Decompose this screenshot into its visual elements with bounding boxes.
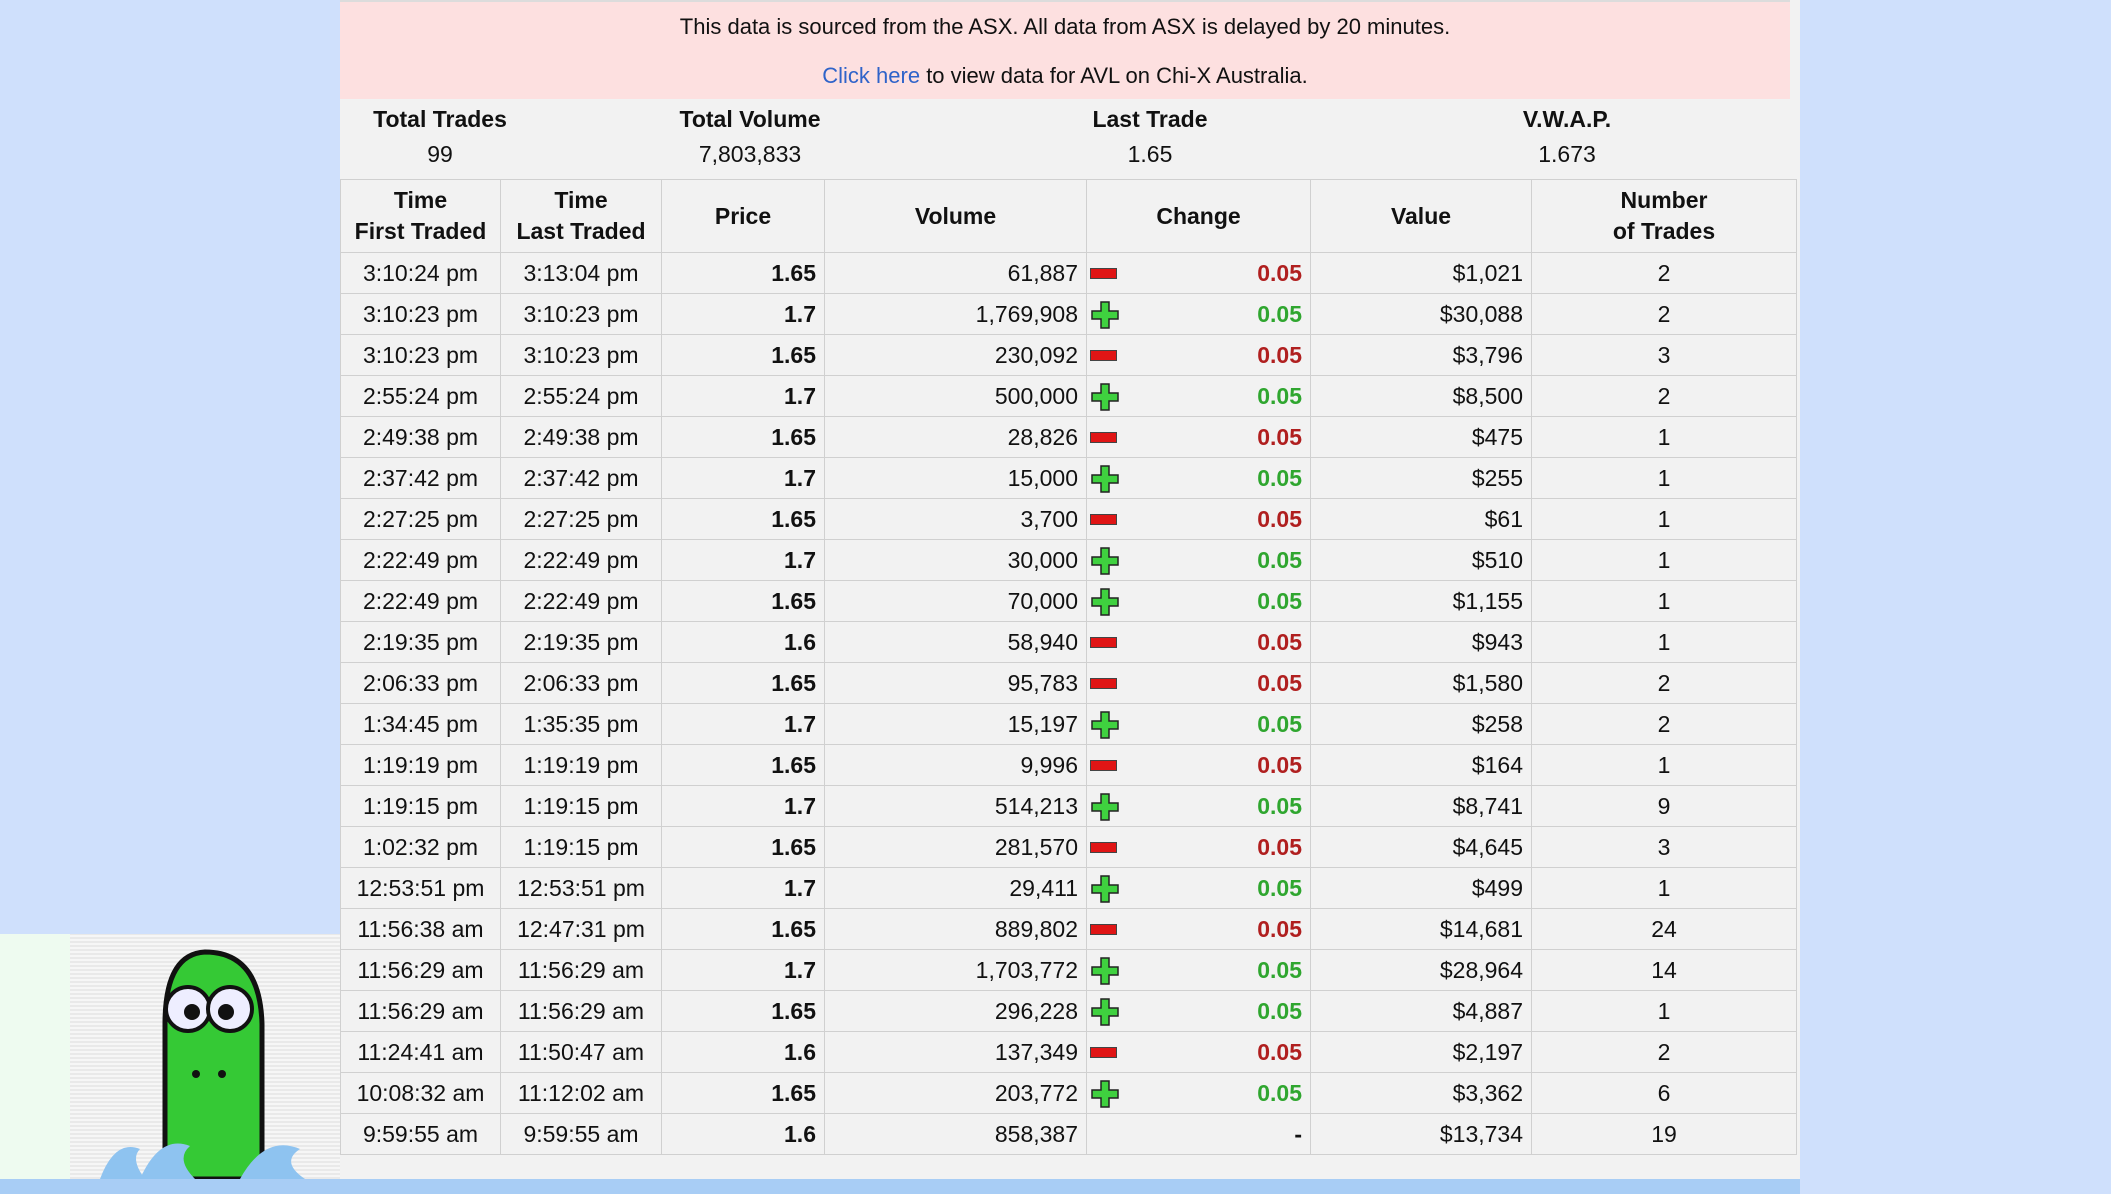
change-value: 0.05	[1257, 382, 1302, 409]
price-cell: 1.6	[662, 622, 825, 663]
bottom-bar	[0, 1179, 1800, 1194]
volume-cell: 889,802	[825, 909, 1087, 950]
volume-cell: 500,000	[825, 376, 1087, 417]
change-cell	[1087, 786, 1311, 827]
time-first-traded-cell: 3:10:23 pm	[341, 294, 501, 335]
chix-link[interactable]: Click here	[822, 63, 921, 88]
side-background	[0, 934, 70, 1194]
table-row	[341, 622, 1797, 663]
time-last-traded-cell: 1:19:19 pm	[501, 745, 662, 786]
time-last-traded-cell: 11:12:02 am	[501, 1073, 662, 1114]
volume-cell: 1,769,908	[825, 294, 1087, 335]
col-header-value[interactable]: Value	[1311, 180, 1532, 253]
price-cell: 1.65	[662, 581, 825, 622]
time-first-traded-cell: 2:22:49 pm	[341, 581, 501, 622]
change-cell	[1087, 868, 1311, 909]
trades-table	[340, 179, 1797, 1155]
change-value: -	[1294, 1120, 1302, 1147]
change-value: 0.05	[1257, 669, 1302, 696]
volume-cell: 296,228	[825, 991, 1087, 1032]
time-last-traded-cell: 3:10:23 pm	[501, 294, 662, 335]
price-cell: 1.7	[662, 868, 825, 909]
volume-cell: 15,000	[825, 458, 1087, 499]
number-of-trades-cell: 6	[1532, 1073, 1797, 1114]
value-cell: $3,362	[1311, 1073, 1532, 1114]
value-cell: $61	[1311, 499, 1532, 540]
time-first-traded-cell: 2:19:35 pm	[341, 622, 501, 663]
table-row	[341, 499, 1797, 540]
time-last-traded-cell: 2:22:49 pm	[501, 581, 662, 622]
price-cell: 1.7	[662, 786, 825, 827]
value-cell: $499	[1311, 868, 1532, 909]
value-cell: $1,021	[1311, 253, 1532, 294]
number-of-trades-cell: 24	[1532, 909, 1797, 950]
trade-data-panel	[340, 0, 1800, 1180]
table-row	[341, 1114, 1797, 1155]
time-last-traded-cell: 2:27:25 pm	[501, 499, 662, 540]
time-first-traded-cell: 9:59:55 am	[341, 1114, 501, 1155]
value-cell: $28,964	[1311, 950, 1532, 991]
table-row	[341, 786, 1797, 827]
total-volume-header: Total Volume	[679, 105, 821, 132]
time-first-traded-cell: 3:10:23 pm	[341, 335, 501, 376]
volume-cell: 58,940	[825, 622, 1087, 663]
plus-icon	[1091, 301, 1121, 329]
number-of-trades-cell: 9	[1532, 786, 1797, 827]
volume-cell: 1,703,772	[825, 950, 1087, 991]
change-cell	[1087, 294, 1311, 335]
col-header-first-traded[interactable]: Time First Traded	[341, 180, 501, 253]
change-value: 0.05	[1257, 628, 1302, 655]
time-last-traded-cell: 11:56:29 am	[501, 950, 662, 991]
time-last-traded-cell: 12:53:51 pm	[501, 868, 662, 909]
value-cell: $13,734	[1311, 1114, 1532, 1155]
value-cell: $8,500	[1311, 376, 1532, 417]
minus-icon	[1090, 760, 1117, 771]
price-cell: 1.65	[662, 1073, 825, 1114]
number-of-trades-cell: 2	[1532, 294, 1797, 335]
table-row	[341, 253, 1797, 294]
price-cell: 1.65	[662, 499, 825, 540]
table-row	[341, 663, 1797, 704]
plus-icon	[1091, 711, 1121, 739]
change-cell	[1087, 540, 1311, 581]
time-first-traded-cell: 11:56:38 am	[341, 909, 501, 950]
change-cell	[1087, 950, 1311, 991]
table-row	[341, 909, 1797, 950]
price-cell: 1.65	[662, 663, 825, 704]
summary-table	[340, 97, 1794, 177]
change-value: 0.05	[1257, 546, 1302, 573]
time-last-traded-cell: 3:13:04 pm	[501, 253, 662, 294]
minus-icon	[1090, 514, 1117, 525]
time-last-traded-cell: 11:50:47 am	[501, 1032, 662, 1073]
time-last-traded-cell: 9:59:55 am	[501, 1114, 662, 1155]
total-trades-header: Total Trades	[373, 105, 507, 132]
change-value: 0.05	[1257, 956, 1302, 983]
volume-cell: 70,000	[825, 581, 1087, 622]
plus-icon	[1091, 998, 1121, 1026]
table-row	[341, 745, 1797, 786]
table-row	[341, 581, 1797, 622]
change-cell	[1087, 704, 1311, 745]
change-value: 0.05	[1257, 833, 1302, 860]
minus-icon	[1090, 432, 1117, 443]
volume-cell: 203,772	[825, 1073, 1087, 1114]
chix-notice-text: to view data for AVL on Chi-X Australia.	[920, 63, 1308, 88]
change-value: 0.05	[1257, 423, 1302, 450]
value-cell: $4,645	[1311, 827, 1532, 868]
volume-cell: 61,887	[825, 253, 1087, 294]
number-of-trades-cell: 1	[1532, 991, 1797, 1032]
col-header-change[interactable]: Change	[1087, 180, 1311, 253]
value-cell: $943	[1311, 622, 1532, 663]
value-cell: $164	[1311, 745, 1532, 786]
price-cell: 1.65	[662, 335, 825, 376]
number-of-trades-cell: 19	[1532, 1114, 1797, 1155]
time-last-traded-cell: 12:47:31 pm	[501, 909, 662, 950]
time-last-traded-cell: 1:35:35 pm	[501, 704, 662, 745]
time-first-traded-cell: 11:24:41 am	[341, 1032, 501, 1073]
minus-icon	[1090, 637, 1117, 648]
number-of-trades-cell: 14	[1532, 950, 1797, 991]
change-cell	[1087, 253, 1311, 294]
col-header-volume[interactable]: Volume	[825, 180, 1087, 253]
change-value: 0.05	[1257, 1038, 1302, 1065]
time-first-traded-cell: 1:19:15 pm	[341, 786, 501, 827]
time-first-traded-cell: 11:56:29 am	[341, 991, 501, 1032]
price-cell: 1.65	[662, 909, 825, 950]
time-last-traded-cell: 2:22:49 pm	[501, 540, 662, 581]
price-cell: 1.7	[662, 458, 825, 499]
time-first-traded-cell: 1:19:19 pm	[341, 745, 501, 786]
value-cell: $14,681	[1311, 909, 1532, 950]
volume-cell: 9,996	[825, 745, 1087, 786]
plus-icon	[1091, 957, 1121, 985]
table-row	[341, 1073, 1797, 1114]
volume-cell: 28,826	[825, 417, 1087, 458]
table-row	[341, 827, 1797, 868]
price-cell: 1.65	[662, 253, 825, 294]
change-cell	[1087, 499, 1311, 540]
time-first-traded-cell: 10:08:32 am	[341, 1073, 501, 1114]
time-first-traded-cell: 3:10:24 pm	[341, 253, 501, 294]
time-last-traded-cell: 2:37:42 pm	[501, 458, 662, 499]
number-of-trades-cell: 1	[1532, 540, 1797, 581]
change-value: 0.05	[1257, 874, 1302, 901]
price-cell: 1.65	[662, 417, 825, 458]
change-cell	[1087, 622, 1311, 663]
time-first-traded-cell: 2:49:38 pm	[341, 417, 501, 458]
value-cell: $258	[1311, 704, 1532, 745]
chix-notice	[340, 63, 1790, 89]
col-header-number-of-trades[interactable]: Number of Trades	[1532, 180, 1797, 253]
col-header-last-traded[interactable]: Time Last Traded	[501, 180, 662, 253]
plus-icon	[1091, 383, 1121, 411]
number-of-trades-cell: 1	[1532, 581, 1797, 622]
change-cell	[1087, 1032, 1311, 1073]
table-row	[341, 376, 1797, 417]
mascot-snake-icon	[70, 934, 340, 1179]
plus-icon	[1091, 547, 1121, 575]
plus-icon	[1091, 588, 1121, 616]
total-trades-value: 99	[427, 141, 453, 167]
number-of-trades-cell: 1	[1532, 499, 1797, 540]
value-cell: $1,580	[1311, 663, 1532, 704]
price-cell: 1.7	[662, 950, 825, 991]
change-value: 0.05	[1257, 341, 1302, 368]
change-cell	[1087, 991, 1311, 1032]
number-of-trades-cell: 1	[1532, 745, 1797, 786]
vwap-value: 1.673	[1538, 141, 1596, 167]
time-last-traded-cell: 2:19:35 pm	[501, 622, 662, 663]
number-of-trades-cell: 2	[1532, 663, 1797, 704]
price-cell: 1.7	[662, 704, 825, 745]
change-cell	[1087, 581, 1311, 622]
price-cell: 1.65	[662, 827, 825, 868]
value-cell: $510	[1311, 540, 1532, 581]
price-cell: 1.7	[662, 540, 825, 581]
price-cell: 1.6	[662, 1114, 825, 1155]
number-of-trades-cell: 1	[1532, 417, 1797, 458]
last-trade-header: Last Trade	[1092, 105, 1208, 132]
table-row	[341, 417, 1797, 458]
time-first-traded-cell: 2:55:24 pm	[341, 376, 501, 417]
change-cell	[1087, 376, 1311, 417]
time-first-traded-cell: 1:02:32 pm	[341, 827, 501, 868]
number-of-trades-cell: 2	[1532, 1032, 1797, 1073]
time-last-traded-cell: 3:10:23 pm	[501, 335, 662, 376]
table-row	[341, 950, 1797, 991]
change-cell	[1087, 335, 1311, 376]
change-cell	[1087, 909, 1311, 950]
volume-cell: 858,387	[825, 1114, 1087, 1155]
minus-icon	[1090, 268, 1117, 279]
price-cell: 1.65	[662, 745, 825, 786]
time-last-traded-cell: 2:06:33 pm	[501, 663, 662, 704]
minus-icon	[1090, 924, 1117, 935]
value-cell: $2,197	[1311, 1032, 1532, 1073]
asx-notice	[340, 0, 1790, 99]
change-value: 0.05	[1257, 710, 1302, 737]
plus-icon	[1091, 1080, 1121, 1108]
plus-icon	[1091, 793, 1121, 821]
value-cell: $8,741	[1311, 786, 1532, 827]
table-row	[341, 458, 1797, 499]
change-value: 0.05	[1257, 915, 1302, 942]
minus-icon	[1090, 350, 1117, 361]
number-of-trades-cell: 1	[1532, 458, 1797, 499]
vwap-header: V.W.A.P.	[1522, 105, 1612, 132]
value-cell: $4,887	[1311, 991, 1532, 1032]
time-first-traded-cell: 2:37:42 pm	[341, 458, 501, 499]
change-cell	[1087, 1114, 1311, 1155]
change-value: 0.05	[1257, 1079, 1302, 1106]
number-of-trades-cell: 2	[1532, 376, 1797, 417]
plus-icon	[1091, 875, 1121, 903]
number-of-trades-cell: 1	[1532, 622, 1797, 663]
table-row	[341, 704, 1797, 745]
time-last-traded-cell: 1:19:15 pm	[501, 786, 662, 827]
change-cell	[1087, 417, 1311, 458]
table-row	[341, 1032, 1797, 1073]
volume-cell: 95,783	[825, 663, 1087, 704]
minus-icon	[1090, 1047, 1117, 1058]
change-value: 0.05	[1257, 300, 1302, 327]
number-of-trades-cell: 2	[1532, 253, 1797, 294]
change-cell	[1087, 458, 1311, 499]
time-first-traded-cell: 2:06:33 pm	[341, 663, 501, 704]
volume-cell: 30,000	[825, 540, 1087, 581]
minus-icon	[1090, 842, 1117, 853]
mascot-panel	[70, 934, 340, 1179]
change-cell	[1087, 1073, 1311, 1114]
number-of-trades-cell: 2	[1532, 704, 1797, 745]
change-value: 0.05	[1257, 464, 1302, 491]
number-of-trades-cell: 3	[1532, 335, 1797, 376]
change-cell	[1087, 827, 1311, 868]
time-first-traded-cell: 1:34:45 pm	[341, 704, 501, 745]
value-cell: $1,155	[1311, 581, 1532, 622]
change-value: 0.05	[1257, 792, 1302, 819]
time-first-traded-cell: 12:53:51 pm	[341, 868, 501, 909]
time-last-traded-cell: 1:19:15 pm	[501, 827, 662, 868]
col-header-price[interactable]: Price	[662, 180, 825, 253]
change-value: 0.05	[1257, 587, 1302, 614]
table-row	[341, 991, 1797, 1032]
plus-icon	[1091, 465, 1121, 493]
volume-cell: 3,700	[825, 499, 1087, 540]
value-cell: $475	[1311, 417, 1532, 458]
change-value: 0.05	[1257, 259, 1302, 286]
time-last-traded-cell: 2:49:38 pm	[501, 417, 662, 458]
table-row	[341, 868, 1797, 909]
volume-cell: 281,570	[825, 827, 1087, 868]
time-first-traded-cell: 11:56:29 am	[341, 950, 501, 991]
volume-cell: 137,349	[825, 1032, 1087, 1073]
volume-cell: 15,197	[825, 704, 1087, 745]
price-cell: 1.7	[662, 376, 825, 417]
price-cell: 1.65	[662, 991, 825, 1032]
number-of-trades-cell: 1	[1532, 868, 1797, 909]
table-row	[341, 540, 1797, 581]
volume-cell: 29,411	[825, 868, 1087, 909]
change-value: 0.05	[1257, 505, 1302, 532]
volume-cell: 230,092	[825, 335, 1087, 376]
number-of-trades-cell: 3	[1532, 827, 1797, 868]
time-first-traded-cell: 2:27:25 pm	[341, 499, 501, 540]
trades-header-row	[341, 180, 1797, 253]
table-row	[341, 335, 1797, 376]
value-cell: $30,088	[1311, 294, 1532, 335]
change-cell	[1087, 663, 1311, 704]
value-cell: $3,796	[1311, 335, 1532, 376]
total-volume-value: 7,803,833	[698, 141, 802, 167]
minus-icon	[1090, 678, 1117, 689]
change-value: 0.05	[1257, 997, 1302, 1024]
time-last-traded-cell: 2:55:24 pm	[501, 376, 662, 417]
delay-notice-text: This data is sourced from the ASX. All data from ASX is delayed by 20 minutes.	[679, 14, 1451, 39]
time-first-traded-cell: 2:22:49 pm	[341, 540, 501, 581]
change-cell	[1087, 745, 1311, 786]
price-cell: 1.7	[662, 294, 825, 335]
volume-cell: 514,213	[825, 786, 1087, 827]
last-trade-value: 1.65	[1127, 141, 1173, 167]
table-row	[341, 294, 1797, 335]
value-cell: $255	[1311, 458, 1532, 499]
price-cell: 1.6	[662, 1032, 825, 1073]
time-last-traded-cell: 11:56:29 am	[501, 991, 662, 1032]
change-value: 0.05	[1257, 751, 1302, 778]
